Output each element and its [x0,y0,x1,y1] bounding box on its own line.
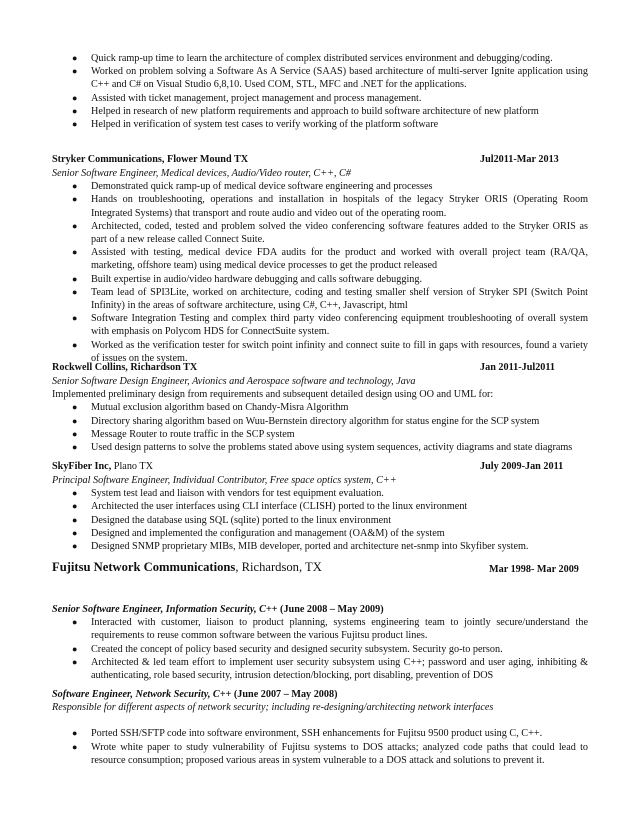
job-dates: Mar 1998- Mar 2009 [489,564,579,575]
list-item: ● Architected, coded, tested and problem solved the video conferencing software features added to the Stryker ORIS as part of a new release called Connect Suite. [72,220,588,246]
fujitsu-role1-section [52,603,588,682]
role-title: Senior Software Engineer, Information Security, C++ [52,604,278,615]
company-name: SkyFiber Inc, [52,461,112,472]
fujitsu-role2-section [52,688,588,767]
list-item: ● Assisted with ticket management, project management and process management. [72,92,422,104]
job-intro: Implemented preliminary design from requirements and subsequent detailed design using OO and UML for: [52,389,494,401]
list-item: ● Wrote white paper to study vulnerability of Fujitsu systems to DOS attacks; analyzed code paths that could lead to resource consumption; proposed various areas in system vulnerable to a DOS attack and solutions to prevent it. [72,741,588,766]
list-item: ● Software Integration Testing and complex third party video conferencing equipment troubleshooting of overall system with emphasis on Polycom HDS for ConnectSuite system. [72,313,588,338]
bullet-icon: ● [72,105,78,116]
list-item: ● Ported SSH/SFTP code into software environment, SSH enhancements for Fujitsu 9500 product using C, C++. [72,728,543,740]
bullet-icon: ● [72,501,78,512]
company-location: , Richardson, TX [235,560,322,574]
role-title: Software Engineer, Network Security, C++ [52,689,232,700]
list-item: ● Hands on troubleshooting, operations and installation in hospitals of the legacy Stryker ORIS (Operating Room Integrated Systems) that transport and route audio and video out of the operating room. [72,194,588,219]
job-dates: July 2009-Jan 2011 [480,461,564,472]
fujitsu-role1-bullets [52,616,588,682]
skyfiber-section [52,460,588,553]
list-item: ● Directory sharing algorithm based on Wuu-Bernstein directory algorithm for status engine for the SCP system [72,415,540,427]
job-header [52,153,588,167]
bullet-icon: ● [72,220,78,231]
list-item: ● Architected & led team effort to implement user security subsystem using C++; password and user aging, inhibiting & authenticating, role based security, intrusion detection/blocking, port disabling, prevention of DOS [72,656,588,682]
job-role: Senior Software Design Engineer, Avionics and Aerospace software and technology, Java [52,376,416,387]
skyfiber-bullets [52,487,588,553]
bullet-icon: ● [72,428,78,439]
bullet-icon: ● [72,92,78,103]
bullet-icon: ● [72,247,78,258]
list-item: ● Helped in research of new platform requirements and approach to build software architecture of new platform [72,105,539,117]
list-item: ● Worked on problem solving a Software As A Service (SAAS) based architecture of multi-server Ignite application using C++ and C# on Visual Studio 6,8,10. Used COM, STL, MFC and .NET for the applications. [72,66,588,91]
job-role: Principal Software Engineer, Individual Contributor, Free space optics system, C++ [52,475,397,486]
role-description: Responsible for different aspects of network security; including re-designing/architecting network interfaces [52,702,494,714]
list-item: ● Worked as the verification tester for switch point infinity and connect suite to fill in gaps with resources, found a variety of issues on the system. [72,339,588,364]
company-name-line [52,460,153,473]
company-name-line [52,561,322,574]
bullet-icon: ● [72,339,78,350]
bullet-icon: ● [72,442,78,453]
list-item: ● Quick ramp-up time to learn the architecture of complex distributed services environment and debugging/coding. [72,53,553,64]
list-item: ● Assisted with testing, medical device FDA audits for the product and worked with overall project team (RA/QA, marketing, offshore team) using medical device processes to get the product released [72,247,588,272]
role-header [52,603,588,616]
bullet-icon: ● [72,313,78,324]
list-item: ● System test lead and liaison with vendors for test equipment evaluation. [72,488,384,500]
bullet-icon: ● [72,643,78,654]
bullet-icon: ● [72,66,78,77]
bullet-icon: ● [72,415,78,426]
bullet-icon: ● [72,527,78,538]
bullet-icon: ● [72,181,78,192]
bullet-icon: ● [72,514,78,525]
role-header [52,688,588,701]
rockwell-section [52,361,588,454]
list-item: ● Demonstrated quick ramp-up of medical device software engineering and processes [72,181,433,193]
job-header [52,361,588,375]
company-name: Fujitsu Network Communications [52,560,236,574]
role-dates: (June 2007 – May 2008) [231,689,338,700]
list-item: ● Designed and implemented the configuration and management (OA&M) of the system [72,527,445,539]
stryker-bullets [52,180,588,365]
list-item: ● Message Router to route traffic in the SCP system [72,428,295,440]
company-name: Rockwell Collins, Richardson TX [52,362,198,373]
list-item: ● Mutual exclusion algorithm based on Chandy-Misra Algorithm [72,402,349,414]
bullet-icon: ● [72,119,78,130]
company-name: Stryker Communications, Flower Mound TX [52,154,249,165]
stryker-section [52,153,588,365]
bullet-icon: ● [72,273,78,284]
list-item: ● Team lead of SPI3Lite, worked on architecture, coding and testing smaller shelf version of Stryker SPI (Switch Point Infinity) in the areas of software architecture, using C#, C++, Javascript, html [72,286,588,312]
bullet-icon: ● [72,194,78,205]
job-dates: Jul2011-Mar 2013 [480,154,559,165]
bullet-icon: ● [72,741,78,752]
role-dates: (June 2008 – May 2009) [277,604,384,615]
list-item: ● Used design patterns to solve the problems stated above using system sequences, activity diagrams and state diagrams [72,442,573,454]
job-role: Senior Software Engineer, Medical devices, Audio/Video router, C++, C# [52,168,351,179]
bullet-icon: ● [72,488,78,499]
list-item: ● Interacted with customer, liaison to product planning, systems engineering team to jointly secure/understand the requirements to reuse common software between the various Fujitsu product lines. [72,617,588,642]
fujitsu-role2-bullets [52,727,588,767]
previous-job-section [52,52,588,131]
list-item: ● Built expertise in audio/video hardware debugging and calls software debugging. [72,273,423,285]
rockwell-bullets [52,401,588,454]
list-item: ● Helped in verification of system test cases to verify working of the platform software [72,119,439,131]
job-header [52,561,588,577]
bullet-icon: ● [72,53,78,63]
bullet-icon: ● [72,617,78,628]
bullet-icon: ● [72,728,78,739]
previous-job-bullets [52,52,588,131]
bullet-icon: ● [72,541,78,552]
company-location: Plano TX [111,461,153,472]
list-item: ● Architected the user interfaces using CLI interface (CLISH) ported to the linux environment [72,501,468,513]
bullet-icon: ● [72,656,78,667]
job-header [52,460,588,474]
list-item: ● Created the concept of policy based security and designed security subsystem. Security go-to person. [72,643,503,655]
list-item: ● Designed the database using SQL (sqlite) ported to the linux environment [72,514,392,526]
fujitsu-header-section [52,561,588,577]
bullet-icon: ● [72,286,78,297]
list-item: ● Designed SNMP proprietary MIBs, MIB developer, ported and architecture net-snmp into Skyfiber system. [72,541,529,553]
bullet-icon: ● [72,402,78,413]
job-dates: Jan 2011-Jul2011 [480,362,556,373]
